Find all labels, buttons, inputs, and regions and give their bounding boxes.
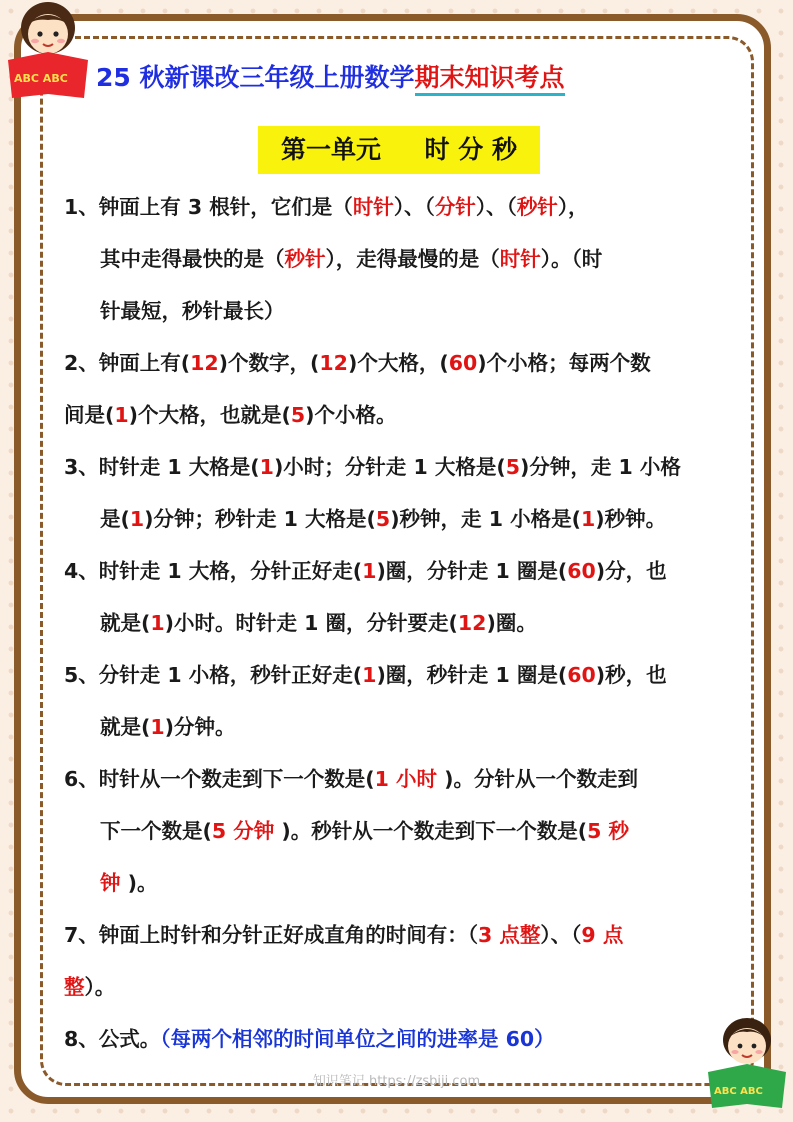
answer: 钟 [100,871,121,895]
q4-line2 [100,608,790,638]
text: )分钟，走 1 小格 [519,455,681,479]
text: )。 [120,871,158,895]
text: )。分针从一个数走到 [437,767,639,791]
answer: 3 点整 [478,923,541,947]
answer: 5 分钟 [211,819,275,843]
q8-line1 [64,1024,754,1054]
text: )小时。时针走 1 圈，分针要走( [164,611,458,635]
text: )圈。 [486,611,537,635]
answer: 12 [190,351,219,375]
title-main: 25 秋新课改三年级上册数学 [96,63,415,92]
text: 其中走得最快的是（ [100,247,285,271]
text: 7、钟面上时针和分针正好成直角的时间有：（ [64,923,479,947]
q5-line1 [64,660,754,690]
text: 就是( [100,715,151,739]
text: )秒钟，走 1 小格是( [390,507,581,531]
text: 6、时针从一个数走到下一个数是( [64,767,375,791]
answer: 60 [567,663,596,687]
q5-line2 [100,712,790,742]
answer: 12 [319,351,348,375]
text: 3、时针走 1 大格是( [64,455,260,479]
answer: 1 小时 [374,767,438,791]
text: ）、（ [475,195,517,219]
text: 针最短，秒针最长） [100,299,285,323]
answer: 12 [457,611,487,635]
q2-line1 [64,348,754,378]
q1-line2 [100,244,790,274]
text: 下一个数是( [100,819,212,843]
text: )个数字，( [218,351,320,375]
q6-line1 [64,764,754,794]
q1-line3 [100,296,790,326]
answer: 1 [150,715,165,739]
answer: 60 [567,559,596,583]
answer: 1 [362,663,377,687]
text: )秒钟。 [595,507,667,531]
text: ），走得最慢的是（ [325,247,500,271]
answer: 1 [362,559,377,583]
text: 是( [100,507,130,531]
text: 就是( [100,611,151,635]
answer: 9 点 [581,923,624,947]
text: 4、时针走 1 大格，分针正好走( [64,559,363,583]
q6-line3 [100,868,790,898]
text: ）。 [84,975,116,999]
watermark: 知识笔记 https://zsbiji.com [312,1074,481,1089]
answer: 时针 [352,195,394,219]
text: ）。（时 [540,247,603,271]
page-title [96,58,736,98]
answer: 秒针 [284,247,326,271]
text: 1、钟面上有 3 根针，它们是（ [64,195,353,219]
q6-line2 [100,816,790,846]
q3-line2 [100,504,790,534]
text: ）、（ [393,195,435,219]
text: )分，也 [595,559,667,583]
text: )个大格，( [347,351,449,375]
answer: 1 [150,611,165,635]
text: )个大格，也就是( [128,403,291,427]
q1-line1 [64,192,754,222]
text: 间是( [64,403,115,427]
unit-heading: 第一单元 时 分 秒 [258,126,540,174]
answer: 1 [114,403,129,427]
answer: 5 [290,403,306,427]
text: 5、分针走 1 小格，秒针正好走( [64,663,363,687]
answer: 5 [505,455,520,479]
q4-line1 [64,556,754,586]
answer: 1 [259,455,274,479]
girl-reading-book-icon [2,0,94,100]
text: ）、（ [540,923,582,947]
answer: 时针 [499,247,541,271]
answer: 整 [64,975,85,999]
answer: 5 [375,507,391,531]
answer: 秒针 [516,195,558,219]
text: )圈，秒针走 1 圈是( [376,663,568,687]
q7-line1 [64,920,754,950]
text: )分钟。 [164,715,236,739]
text: )个小格；每两个数 [477,351,651,375]
answer: 分针 [434,195,476,219]
text: )秒，也 [595,663,667,687]
answer: 1 [129,507,145,531]
text: )圈，分针走 1 圈是( [376,559,568,583]
q3-line1 [64,452,754,482]
text: 8、公式。 [64,1027,161,1051]
formula: （每两个相邻的时间单位之间的进率是 60） [160,1027,555,1051]
title-highlight: 期末知识考点 [415,63,565,96]
text: )。秒针从一个数走到下一个数是( [274,819,588,843]
answer: 5 秒 [587,819,630,843]
answer: 60 [448,351,478,375]
text: )个小格。 [305,403,397,427]
text: )分钟；秒针走 1 大格是( [144,507,376,531]
q7-line2 [64,972,754,1002]
book-left-text: ABC ABC [14,72,68,85]
book-right-text: ABC ABC [714,1086,763,1097]
q2-line2 [64,400,754,430]
text: )小时；分针走 1 大格是( [273,455,506,479]
answer: 1 [580,507,596,531]
text: ）， [557,195,589,219]
text: 2、钟面上有( [64,351,191,375]
